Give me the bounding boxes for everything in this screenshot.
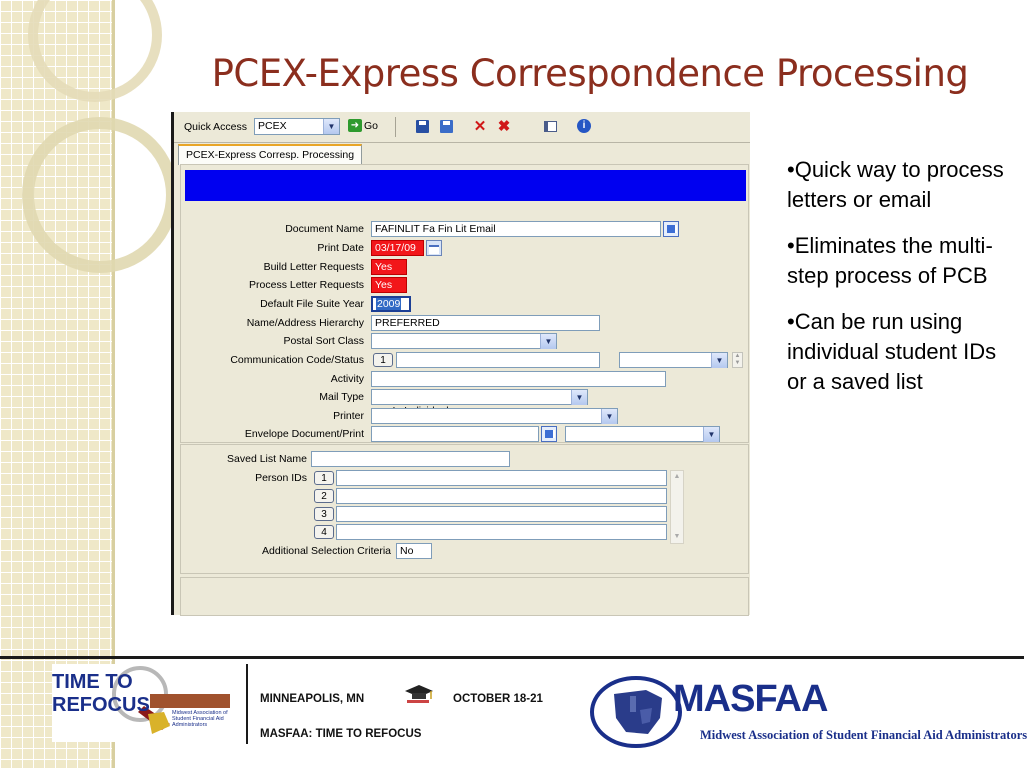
masfaa-subtitle: Midwest Association of Student Financial Aid Administrators xyxy=(700,728,1027,742)
printer-select[interactable] xyxy=(371,408,618,424)
default-file-suite-year-value: 2009 xyxy=(377,298,401,310)
quick-access-label: Quick Access xyxy=(184,121,248,133)
print-date-label: Print Date xyxy=(317,242,364,254)
logo-word-time: TIME TO xyxy=(52,671,133,693)
lookup-icon[interactable] xyxy=(663,221,679,237)
bullet-item: •Quick way to process letters or email xyxy=(787,157,1004,212)
time-to-refocus-logo xyxy=(52,664,232,742)
go-arrow-icon: ➜ xyxy=(348,119,362,132)
tab-pcex-express[interactable]: PCEX-Express Corresp. Processing xyxy=(178,144,362,165)
footer-location: MINNEAPOLIS, MN xyxy=(260,693,365,705)
go-label: Go xyxy=(364,119,379,132)
chevron-down-icon[interactable]: ▼ xyxy=(601,409,617,424)
spinner[interactable]: ▲ ▼ xyxy=(732,352,743,368)
saved-list-name-label: Saved List Name xyxy=(227,453,307,465)
slide-title: PCEX-Express Correspondence Processing xyxy=(211,52,969,95)
toolbar-separator xyxy=(395,117,396,137)
saved-list-name-field[interactable] xyxy=(311,451,510,467)
person-id-row-button[interactable]: 1 xyxy=(314,471,334,485)
envelope-document-field[interactable] xyxy=(371,426,539,442)
header-bar xyxy=(185,170,746,201)
go-button[interactable] xyxy=(348,119,378,132)
communication-code-row-button[interactable]: 1 xyxy=(373,353,393,367)
footer-divider xyxy=(0,656,113,659)
name-address-hierarchy-label: Name/Address Hierarchy xyxy=(246,317,364,329)
quick-access-select[interactable] xyxy=(254,118,340,135)
logo-word-refocus: REFOCUS xyxy=(52,694,150,716)
toolbar xyxy=(174,112,750,143)
document-name-field[interactable]: FAFINLIT Fa Fin Lit Email xyxy=(371,221,661,237)
chevron-down-icon[interactable]: ▼ xyxy=(711,353,727,368)
bullet-item: •Eliminates the multi-step process of PCB xyxy=(787,233,993,288)
person-ids-label: Person IDs xyxy=(255,472,307,484)
graduation-cap-icon xyxy=(403,683,435,705)
bullet-list xyxy=(787,155,1019,413)
cancel-icon[interactable]: ✕ xyxy=(473,118,487,135)
additional-selection-criteria-label: Additional Selection Criteria xyxy=(262,545,391,557)
calendar-icon[interactable] xyxy=(426,240,442,256)
save-close-icon[interactable] xyxy=(438,119,454,134)
chevron-down-icon[interactable]: ▼ xyxy=(571,390,587,405)
mail-type-select[interactable] xyxy=(371,389,588,405)
window-icon[interactable] xyxy=(542,119,558,134)
app-window xyxy=(171,112,750,615)
footer-divider xyxy=(113,656,1024,659)
mail-type-label: Mail Type xyxy=(319,391,364,403)
communication-code-status-label: Communication Code/Status xyxy=(230,354,364,366)
bottom-panel xyxy=(180,577,749,616)
printer-label: Printer xyxy=(333,410,364,422)
person-id-row-button[interactable]: 2 xyxy=(314,489,334,503)
person-ids-scrollbar[interactable]: ▲ ▼ xyxy=(670,470,684,544)
logo-org-line: Midwest Association of xyxy=(172,710,228,716)
masfaa-name: MASFAA xyxy=(673,678,828,720)
footer-separator xyxy=(246,664,248,744)
person-id-field[interactable] xyxy=(336,470,667,486)
activity-label: Activity xyxy=(330,373,364,385)
person-id-row-button[interactable]: 4 xyxy=(314,525,334,539)
default-file-suite-year-label: Default File Suite Year xyxy=(260,298,364,310)
communication-code-field[interactable] xyxy=(396,352,600,368)
help-icon[interactable]: i xyxy=(576,119,592,134)
cancel-all-icon[interactable]: ✖ xyxy=(497,118,511,135)
postal-sort-class-label: Postal Sort Class xyxy=(283,335,364,347)
decorative-rings xyxy=(0,0,200,320)
quick-access-value: PCEX xyxy=(258,120,287,132)
build-letter-requests-field[interactable]: Yes xyxy=(371,259,407,275)
logo-org-text xyxy=(172,710,230,728)
selection-panel xyxy=(180,444,749,574)
lookup-icon[interactable] xyxy=(541,426,557,442)
activity-field[interactable] xyxy=(371,371,666,387)
print-date-field[interactable]: 03/17/09 xyxy=(371,240,424,256)
additional-selection-criteria-field[interactable]: No xyxy=(396,543,432,559)
footer-dates: OCTOBER 18-21 xyxy=(453,693,543,705)
logo-org-line: Administrators xyxy=(172,722,208,728)
bullet-item: •Can be run using individual student IDs or a saved list xyxy=(787,309,997,394)
chevron-down-icon[interactable]: ▼ xyxy=(703,427,719,442)
masfaa-logo xyxy=(590,672,1027,750)
person-id-field[interactable] xyxy=(336,488,667,504)
name-address-hierarchy-field[interactable]: PREFERRED xyxy=(371,315,600,331)
process-letter-requests-label: Process Letter Requests xyxy=(249,279,364,291)
envelope-document-print-label: Envelope Document/Print xyxy=(244,428,364,440)
postal-sort-class-select[interactable] xyxy=(371,333,557,349)
form-panel xyxy=(180,164,749,443)
build-letter-requests-label: Build Letter Requests xyxy=(263,261,364,273)
person-id-field[interactable] xyxy=(336,524,667,540)
document-name-label: Document Name xyxy=(285,223,364,235)
person-id-row-button[interactable]: 3 xyxy=(314,507,334,521)
footer-tagline: MASFAA: TIME TO REFOCUS xyxy=(260,728,422,740)
default-file-suite-year-field[interactable] xyxy=(371,296,411,312)
process-letter-requests-field[interactable]: Yes xyxy=(371,277,407,293)
save-icon[interactable] xyxy=(414,119,430,134)
chevron-down-icon[interactable]: ▼ xyxy=(540,334,556,349)
logo-org-line: Student Financial Aid xyxy=(172,716,224,722)
person-id-field[interactable] xyxy=(336,506,667,522)
envelope-print-select[interactable] xyxy=(565,426,720,442)
communication-status-select[interactable] xyxy=(619,352,728,368)
chevron-down-icon[interactable]: ▼ xyxy=(323,119,339,134)
